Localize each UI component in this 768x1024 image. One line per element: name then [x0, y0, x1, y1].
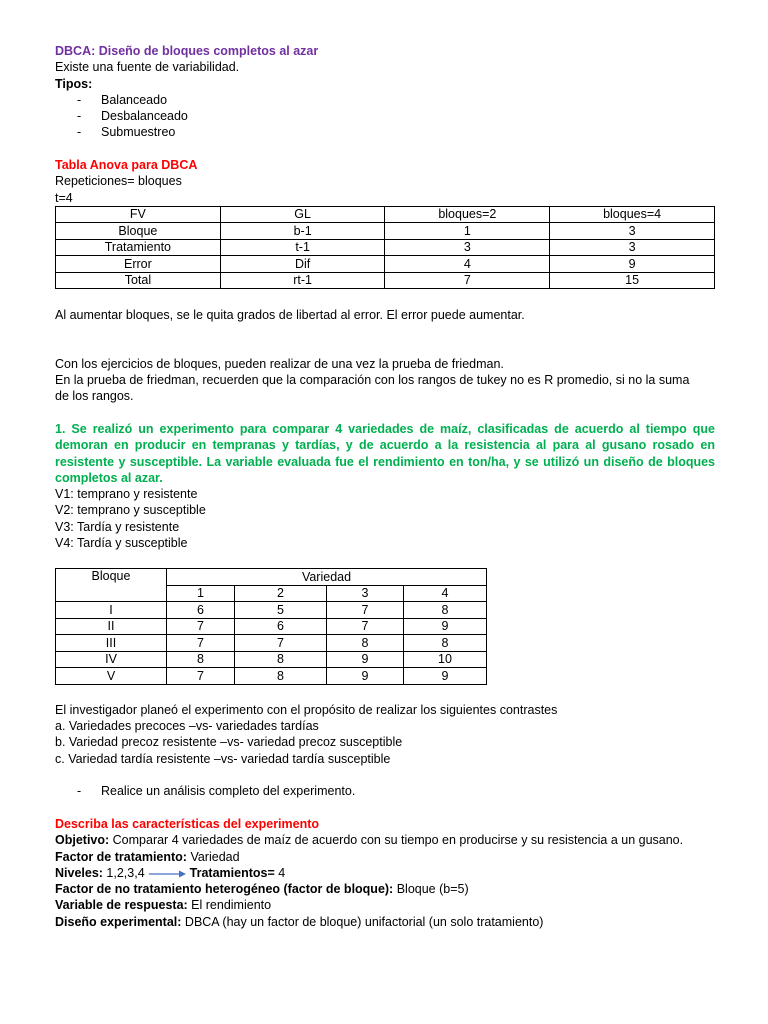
exercise-statement-3: resistente y susceptible. La variable evaluada fue el rendimiento en ton/ha, y se utilizó un diseño de bloques [55, 454, 715, 469]
table-cell: Tratamiento [56, 239, 221, 256]
table-row [56, 256, 715, 273]
value-cell: 6 [167, 602, 235, 619]
value-cell: 7 [167, 618, 235, 635]
table-row [56, 239, 715, 256]
block-header-cell: Bloque [56, 569, 167, 602]
objective-line: Objetivo: Comparar 4 variedades de maíz de acuerdo con su tiempo en producirse y su resistencia a un gusano. [55, 833, 684, 848]
table-cell: Bloque [56, 223, 221, 240]
header-cell: FV [56, 206, 221, 223]
right-arrow-icon [147, 869, 187, 879]
block-cell: II [56, 618, 167, 635]
value-cell: 9 [404, 618, 487, 635]
variety-number-cell: 2 [235, 585, 327, 602]
variety-number-cell: 3 [327, 585, 404, 602]
value-cell: 8 [404, 635, 487, 652]
table-cell: 1 [385, 223, 550, 240]
table-row [56, 223, 715, 240]
value-cell: 8 [167, 651, 235, 668]
section-title-anova: Tabla Anova para DBCA [55, 158, 198, 173]
table-row [56, 668, 487, 685]
value-cell: 8 [235, 668, 327, 685]
repetitions-text: Repeticiones= bloques [55, 174, 182, 189]
variety-number-cell: 4 [404, 585, 487, 602]
table-row [56, 635, 487, 652]
value-cell: 7 [167, 668, 235, 685]
intro-text: Existe una fuente de variabilidad. [55, 60, 240, 75]
value-cell: 7 [235, 635, 327, 652]
table-row [56, 602, 487, 619]
block-cell: III [56, 635, 167, 652]
value-cell: 8 [235, 651, 327, 668]
contrast-item: a. Variedades precoces –vs- variedades tardías [55, 719, 319, 734]
block-factor-line: Factor de no tratamiento heterogéneo (factor de bloque): Bloque (b=5) [55, 882, 469, 897]
exercise-statement-1: 1. Se realizó un experimento para comparar 4 variedades de maíz, clasificadas de acuerdo al tiempo que [55, 421, 715, 436]
block-cell: V [56, 668, 167, 685]
table-cell: b-1 [220, 223, 385, 240]
levels-line: Niveles: 1,2,3,4 Tratamientos= 4 [55, 865, 286, 880]
types-label: Tipos: [55, 76, 93, 91]
contrast-item: b. Variedad precoz resistente –vs- variedad precoz susceptible [55, 735, 403, 750]
yield-data-table [55, 568, 487, 685]
task-item: - Realice un análisis completo del experimento. [77, 784, 356, 799]
section-title-characteristics: Describa las características del experimento [55, 816, 320, 831]
table-cell: rt-1 [220, 272, 385, 289]
table-cell: Total [56, 272, 221, 289]
table-cell: 9 [550, 256, 715, 273]
table-row [56, 618, 487, 635]
t-text: t=4 [55, 190, 73, 205]
bullet-dash: - [77, 92, 82, 107]
exercise-statement-2: demoran en producir en tempranas y tardías, y de acuerdo a la resistencia al para al gusano rosado en [55, 438, 715, 453]
bullet-dash: - [77, 109, 82, 124]
header-cell: bloques=2 [385, 206, 550, 223]
anova-note: Al aumentar bloques, se le quita grados de libertad al error. El error puede aumentar. [55, 308, 525, 323]
value-cell: 8 [404, 602, 487, 619]
anova-table [55, 206, 715, 290]
factor-line: Factor de tratamiento: Variedad [55, 849, 240, 864]
table-cell: 7 [385, 272, 550, 289]
section-title-dbca: DBCA: Diseño de bloques completos al azar [55, 44, 319, 58]
table-row [56, 651, 487, 668]
value-cell: 10 [404, 651, 487, 668]
value-cell: 7 [327, 618, 404, 635]
response-line: Variable de respuesta: El rendimiento [55, 898, 272, 913]
bullet-dash: - [77, 784, 82, 799]
table-cell: 3 [385, 239, 550, 256]
table-header-row [56, 569, 487, 586]
type-item: - Desbalanceado [77, 109, 188, 124]
design-line: Diseño experimental: DBCA (hay un factor de bloque) unifactorial (un solo tratamiento) [55, 914, 544, 929]
block-cell: I [56, 602, 167, 619]
value-cell: 5 [235, 602, 327, 619]
header-cell: GL [220, 206, 385, 223]
variety-number-cell: 1 [167, 585, 235, 602]
block-cell: IV [56, 651, 167, 668]
value-cell: 9 [327, 668, 404, 685]
table-header-row [56, 206, 715, 223]
value-cell: 7 [167, 635, 235, 652]
document-page [55, 43, 715, 930]
contrast-item: c. Variedad tardía resistente –vs- variedad tardía susceptible [55, 751, 391, 766]
table-cell: 3 [550, 239, 715, 256]
friedman-text-2: En la prueba de friedman, recuerden que la comparación con los rangos de tukey no es R promedio, si no la suma [55, 373, 690, 388]
value-cell: 9 [327, 651, 404, 668]
table-cell: 3 [550, 223, 715, 240]
header-cell: bloques=4 [550, 206, 715, 223]
variety-item: V1: temprano y resistente [55, 487, 198, 502]
value-cell: 9 [404, 668, 487, 685]
exercise-statement-4: completos al azar. [55, 470, 163, 485]
contrasts-intro: El investigador planeó el experimento con el propósito de realizar los siguientes contrastes [55, 702, 558, 717]
table-cell: t-1 [220, 239, 385, 256]
friedman-text-3: de los rangos. [55, 389, 134, 404]
variety-item: V3: Tardía y resistente [55, 519, 180, 534]
bullet-dash: - [77, 125, 82, 140]
friedman-text-1: Con los ejercicios de bloques, pueden realizar de una vez la prueba de friedman. [55, 356, 504, 371]
variety-header-cell: Variedad [167, 569, 487, 586]
value-cell: 7 [327, 602, 404, 619]
type-item: - Balanceado [77, 92, 168, 107]
table-row [56, 272, 715, 289]
table-cell: 15 [550, 272, 715, 289]
table-cell: Dif [220, 256, 385, 273]
table-cell: 4 [385, 256, 550, 273]
type-item: - Submuestreo [77, 125, 176, 140]
variety-item: V2: temprano y susceptible [55, 503, 206, 518]
value-cell: 8 [327, 635, 404, 652]
table-cell: Error [56, 256, 221, 273]
variety-item: V4: Tardía y susceptible [55, 536, 188, 551]
value-cell: 6 [235, 618, 327, 635]
